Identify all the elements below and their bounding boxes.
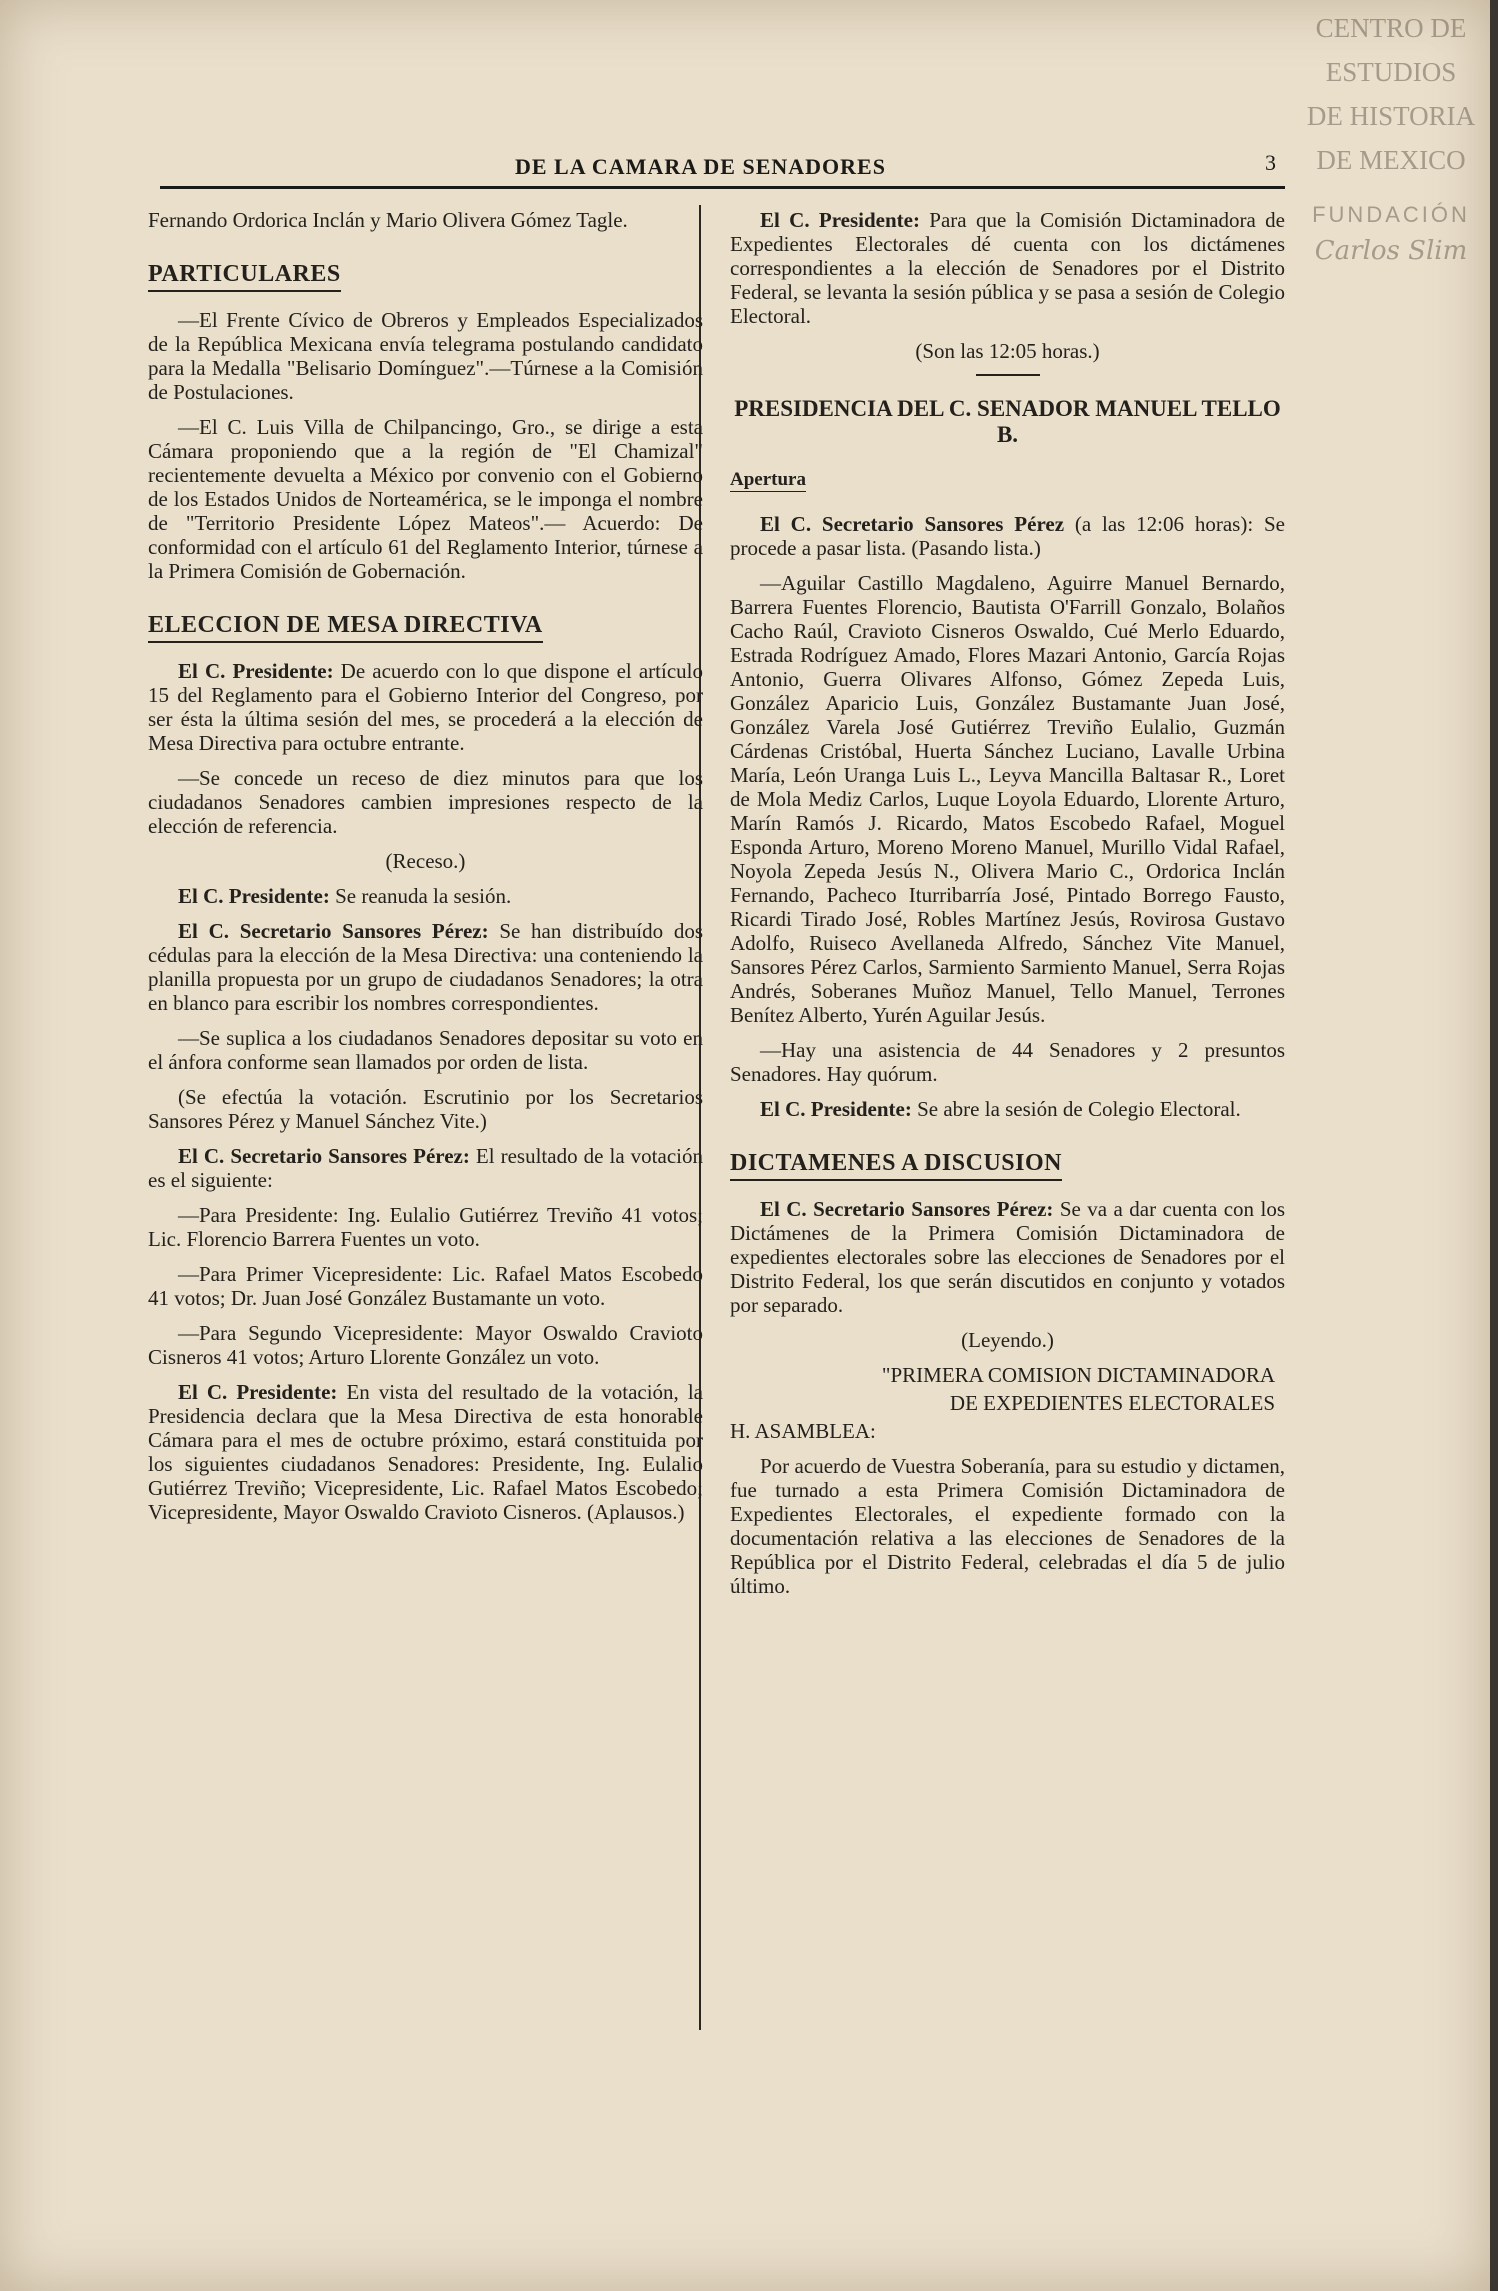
paragraph: [730, 1419, 1285, 1443]
paragraph: [148, 308, 703, 404]
commission-title: "PRIMERA COMISION DICTAMINADORA: [881, 1363, 1275, 1387]
section-heading-wrap: [148, 243, 703, 308]
paragraph-text: —Para Presidente: Ing. Eulalio Gutiérrez Treviño 41 votos; Lic. Florencio Barrera Fuentes un voto.: [148, 1203, 703, 1251]
paragraph: [730, 1038, 1285, 1086]
watermark-line: DE MEXICO: [1316, 145, 1466, 175]
stage-direction: (Receso.): [385, 849, 466, 873]
paragraph: [148, 659, 703, 755]
section-heading-wrap: [148, 594, 703, 659]
page-number: 3: [1265, 150, 1276, 175]
speaker-name: El C. Presidente:: [760, 1097, 912, 1121]
paragraph: [148, 415, 703, 583]
paragraph: [148, 1026, 703, 1074]
paragraph: [730, 1454, 1285, 1598]
section-heading: PARTICULARES: [148, 261, 341, 292]
watermark-line: CENTRO DE: [1315, 13, 1467, 43]
paragraph-text: —Se suplica a los ciudadanos Senadores depositar su voto en el ánfora conforme sean llamados por orden de lista.: [148, 1026, 703, 1074]
paragraph-text: —Aguilar Castillo Magdaleno, Aguirre Manuel Bernardo, Barrera Fuentes Florencio, Bautista O'Farrill Gonzalo, Bolaños Cacho Raúl, Cravioto Cisneros Oswaldo, Cué Merlo Eduardo, Estrada Rodríguez Amado, Flores Mazari Antonio, García Rojas Antonio, Guerra Olivares Alfonso, Gómez Zepeda Luis, González Aparicio Luis, González Bustamante Juan José, González Varela José Gutiérrez Treviño Eulalio, Guzmán Cárdenas Cristóbal, Huerta Sánchez Luciano, Lavalle Urbina María, León Uranga Luis L., Leyva Mancilla Baltasar R., Loret de Mola Mediz Carlos, Luque Loyola Eduardo, Llorente Arturo, Marín Ramós J. Ricardo, Matos Escobedo Rafael, Moguel Esponda Arturo, Moreno Moreno Manuel, Murillo Vidal Rafael, Noyola Zepeda Jesús N., Olivera Mario C., Ordorica Inclán Fernando, Pacheco Iturribarría José, Pintado Borrego Fausto, Ricardi Tirado José, Robles Martínez Jesús, Rovirosa Gustavo Adolfo, Ruiseco Avellaneda Alfredo, Sánchez Vite Manuel, Sansores Pérez Carlos, Sarmiento Sarmiento Manuel, Serra Rojas Andrés, Soberanes Muñoz Manuel, Tello Manuel, Terrones Benítez Alberto, Yurén Aguilar Jesús.: [730, 571, 1285, 1027]
paragraph: [148, 1085, 703, 1133]
paragraph-text: (Se efectúa la votación. Escrutinio por los Secretarios Sansores Pérez y Manuel Sánchez Vite.): [148, 1085, 703, 1133]
watermark-logo: [1296, 6, 1486, 366]
subheading: Apertura: [730, 469, 806, 490]
paragraph-text: Se reanuda la sesión.: [329, 884, 512, 908]
watermark-line: ESTUDIOS: [1325, 57, 1457, 87]
stage-direction: (Leyendo.): [961, 1328, 1054, 1352]
paragraph: [148, 1144, 703, 1192]
speaker-name: El C. Presidente:: [760, 208, 920, 232]
paragraph: [148, 1321, 703, 1369]
right-column: [730, 208, 1285, 1609]
section-heading: DICTAMENES A DISCUSION: [730, 1150, 1062, 1181]
speaker-name: El C. Presidente:: [178, 1380, 338, 1404]
left-column: [148, 208, 703, 1535]
paragraph-text: —El Frente Cívico de Obreros y Empleados Especializados de la República Mexicana envía telegrama postulando candidato para la Medalla "Belisario Domínguez".—Túrnese a la Comisión de Postulaciones.: [148, 308, 703, 404]
watermark-signature: Carlos Slim: [1314, 236, 1468, 266]
commission-title: DE EXPEDIENTES ELECTORALES: [949, 1391, 1275, 1415]
paragraph: [148, 884, 703, 908]
stage-direction: (Son las 12:05 horas.): [915, 339, 1100, 363]
paragraph-text: —El C. Luis Villa de Chilpancingo, Gro., se dirige a esta Cámara proponiendo que a la región de "El Chamizal" recientemente devuelta a México por convenio con el Gobierno de los Estados Unidos de Norteamérica, se le imponga el nombre de "Territorio Presidente López Mateos".— Acuerdo: De conformidad con el artículo 61 del Reglamento Interior, túrnese a la Primera Comisión de Gobernación.: [148, 415, 703, 583]
separator-rule: [976, 374, 1040, 376]
speaker-name: El C. Presidente:: [178, 884, 330, 908]
paragraph-text: (a las 12:06 horas): Se procede a pasar lista. (Pasando lista.): [730, 512, 1285, 560]
speaker-name: El C. Secretario Sansores Pérez:: [178, 1144, 470, 1168]
paragraph: [148, 208, 703, 232]
paragraph: [148, 1262, 703, 1310]
subheading-wrap: [730, 466, 1285, 512]
paragraph-text: De acuerdo con lo que dispone el artículo 15 del Reglamento para el Gobierno Interior del Congreso, por ser ésta la última sesión del mes, se procederá a la elección de Mesa Directiva para octubre entrante.: [148, 659, 703, 755]
paragraph-text: —Para Segundo Vicepresidente: Mayor Oswaldo Cravioto Cisneros 41 votos; Arturo Llorente González un voto.: [148, 1321, 703, 1369]
paragraph: [730, 1197, 1285, 1317]
header-title: DE LA CAMARA DE SENADORES: [515, 154, 886, 179]
paragraph-text: Por acuerdo de Vuestra Soberanía, para su estudio y dictamen, fue turnado a esta Primera Comisión Dictaminadora de Expedientes Electorales, el expediente formado con la documentación relativa a las elecciones de Senadores de la República por el Distrito Federal, celebradas el día 5 de julio último.: [730, 1454, 1285, 1598]
speaker-name: El C. Secretario Sansores Pérez:: [760, 1197, 1054, 1221]
paragraph: [148, 919, 703, 1015]
paragraph-text: Fernando Ordorica Inclán y Mario Olivera Gómez Tagle.: [148, 208, 628, 232]
paragraph-text: H. ASAMBLEA:: [730, 1419, 876, 1443]
paragraph-text: Se abre la sesión de Colegio Electoral.: [911, 1097, 1241, 1121]
paragraph: [730, 571, 1285, 1027]
header-rule: [160, 186, 1285, 189]
watermark-fundacion: FUNDACIÓN: [1312, 202, 1470, 227]
paragraph-text: El resultado de la votación es el siguiente:: [148, 1144, 703, 1192]
running-header: [160, 150, 1285, 190]
watermark-line: DE HISTORIA: [1306, 101, 1476, 131]
paragraph: [730, 1097, 1285, 1121]
paragraph-text: —Hay una asistencia de 44 Senadores y 2 presuntos Senadores. Hay quórum.: [730, 1038, 1285, 1086]
paragraph: [148, 766, 703, 838]
paragraph: [730, 512, 1285, 560]
paragraph: [148, 1203, 703, 1251]
paragraph-text: —Para Primer Vicepresidente: Lic. Rafael Matos Escobedo 41 votos; Dr. Juan José González Bustamante un voto.: [148, 1262, 703, 1310]
paragraph-text: Se han distribuído dos cédulas para la elección de la Mesa Directiva: una conteniendo la planilla propuesta por un grupo de ciudadanos Senadores; la otra en blanco para escribir los nombres correspondientes.: [148, 919, 703, 1015]
paragraph: [148, 1380, 703, 1524]
paragraph-text: Se va a dar cuenta con los Dictámenes de la Primera Comisión Dictaminadora de expedientes electorales sobre las elecciones de Senadores por el Distrito Federal, los que serán discutidos en conjunto y votados por separado.: [730, 1197, 1285, 1317]
presidency-title: PRESIDENCIA DEL C. SENADOR MANUEL TELLO B.: [734, 396, 1281, 447]
paragraph-text: En vista del resultado de la votación, la Presidencia declara que la Mesa Directiva de esta honorable Cámara para el mes de octubre próximo, estará constituida por los siguientes ciudadanos Senadores: Presidente, Ing. Eulalio Gutiérrez Treviño; Vicepresidente, Lic. Rafael Matos Escobedo; Vicepresidente, Mayor Oswaldo Cravioto Cisneros. (Aplausos.): [148, 1380, 703, 1524]
section-heading: ELECCION DE MESA DIRECTIVA: [148, 612, 543, 643]
paragraph-text: Para que la Comisión Dictaminadora de Expedientes Electorales dé cuenta con los dictámenes correspondientes a la elección de Senadores por el Distrito Federal, se levanta la sesión pública y se pasa a sesión de Colegio Electoral.: [730, 208, 1285, 328]
speaker-name: El C. Presidente:: [178, 659, 334, 683]
speaker-name: El C. Secretario Sansores Pérez:: [178, 919, 489, 943]
paragraph: [730, 208, 1285, 328]
paragraph-text: —Se concede un receso de diez minutos para que los ciudadanos Senadores cambien impresiones respecto de la elección de referencia.: [148, 766, 703, 838]
section-heading-wrap: [730, 1132, 1285, 1197]
speaker-name: El C. Secretario Sansores Pérez: [760, 512, 1065, 536]
